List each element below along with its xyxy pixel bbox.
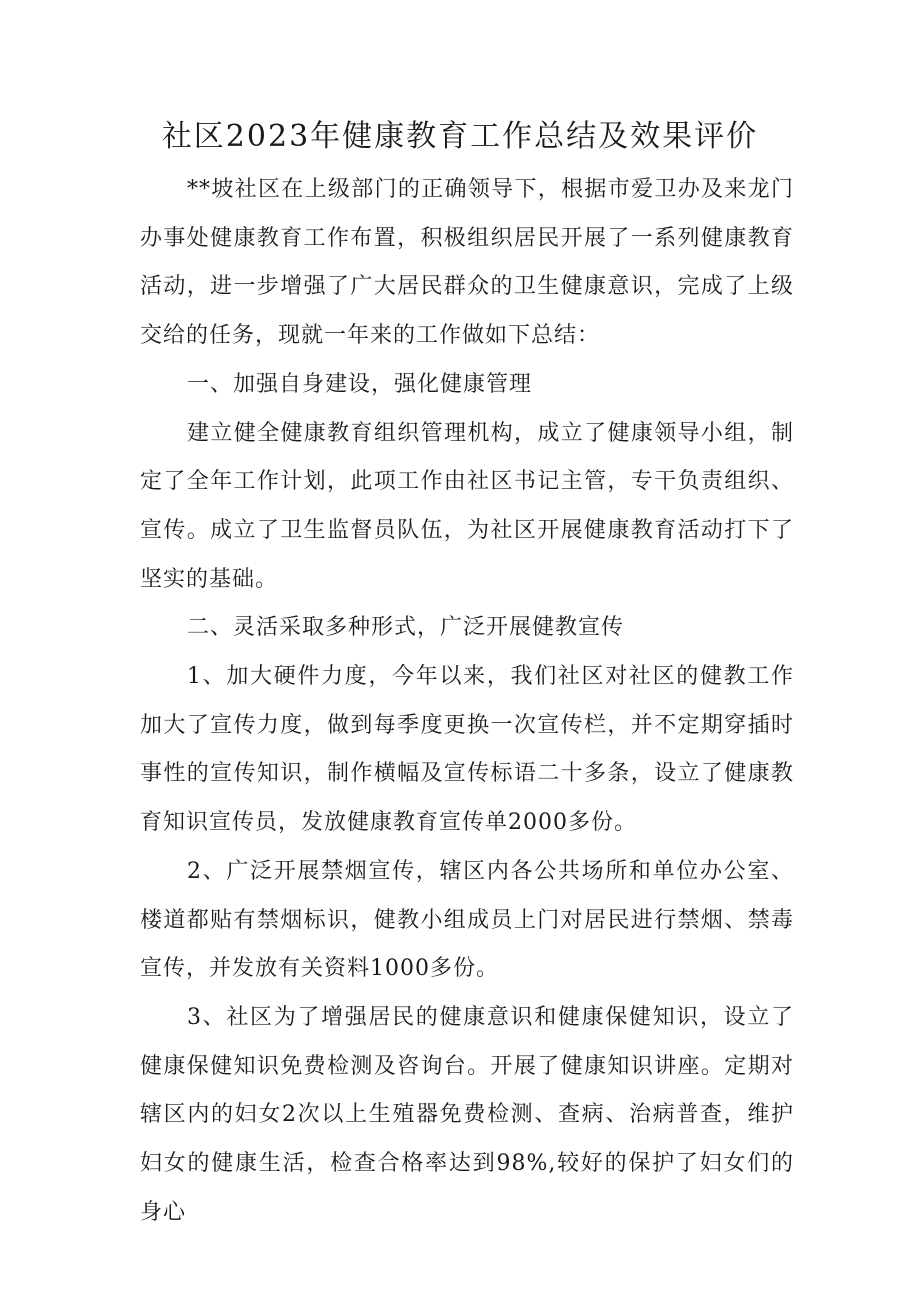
section-1-heading: 一、加强自身建设，强化健康管理 bbox=[187, 371, 533, 397]
section-1-paragraph: 建立健全健康教育组织管理机构，成立了健康领导小组，制定了全年工作计划，此项工作由社区书记主管，专干负责组织、宣传。成立了卫生监督员队伍，为社区开展健康教育活动打下了坚实的基础。 bbox=[140, 420, 794, 592]
document-title: 社区2023年健康教育工作总结及效果评价 bbox=[161, 119, 759, 154]
section-2-item-1: 1、加大硬件力度，今年以来，我们社区对社区的健教工作加大了宣传力度，做到每季度更换一次宣传栏，并不定期穿插时事性的宣传知识，制作横幅及宣传标语二十多条，设立了健康教育知识宣传员，发放健康教育宣传单2000多份。 bbox=[140, 664, 794, 836]
section-2-item-3: 3、社区为了增强居民的健康意识和健康保健知识，设立了健康保健知识免费检测及咨询台。开展了健康知识讲座。定期对辖区内的妇女2次以上生殖器免费检测、查病、治病普查，维护妇女的健康生活，检查合格率达到98%,较好的保护了妇女们的身心 bbox=[140, 1004, 794, 1225]
document-body bbox=[140, 166, 794, 1237]
intro-paragraph: **坡社区在上级部门的正确领导下，根据市爱卫办及来龙门办事处健康教育工作布置，积极组织居民开展了一系列健康教育活动，进一步增强了广大居民群众的卫生健康意识，完成了上级交给的任务，现就一年来的工作做如下总结： bbox=[140, 177, 794, 349]
section-2-item-2: 2、广泛开展禁烟宣传，辖区内各公共场所和单位办公室、楼道都贴有禁烟标识，健教小组成员上门对居民进行禁烟、禁毒宣传，并发放有关资料1000多份。 bbox=[140, 858, 794, 982]
section-2-heading: 二、灵活采取多种形式，广泛开展健教宣传 bbox=[187, 615, 625, 641]
